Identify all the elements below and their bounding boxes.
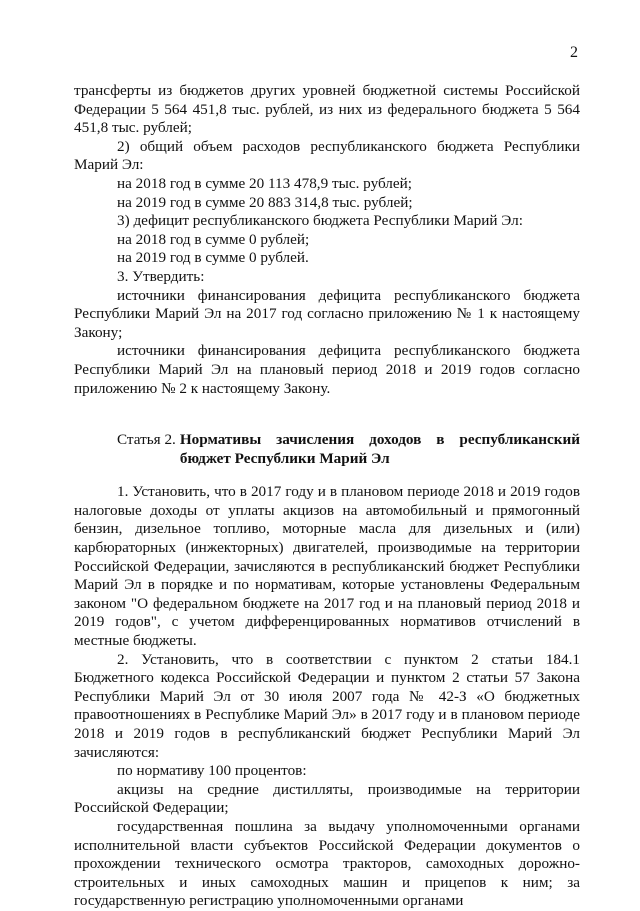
paragraph: 2. Установить, что в соответствии с пунктом 2 статьи 184.1 Бюджетного кодекса Российской Федерации и пунктом 2 статьи 57 Закона Республики Марий Эл от 30 июля 2007 года № 42-З «О бюджетных правоотношениях в Республике Марий Эл» в 2017 году и в плановом периоде 2018 и 2019 годов в республиканский бюджет Республики Марий Эл зачисляются: [74,650,580,761]
article-label: Статья 2. [117,431,176,449]
paragraph: 2) общий объем расходов республиканского бюджета Республики Марий Эл: [74,137,580,174]
paragraph: 3. Утвердить: [117,267,205,285]
paragraph: источники финансирования дефицита республиканского бюджета Республики Марий Эл на 2017 год согласно приложению № 1 к настоящему Закону; [74,286,580,341]
article-heading [74,431,580,468]
paragraph: по нормативу 100 процентов: [117,762,307,780]
paragraph: на 2018 год в сумме 0 рублей; [117,230,310,248]
paragraph: акцизы на средние дистилляты, производимые на территории Российской Федерации; [74,780,580,817]
bottom-paragraphs [74,483,580,911]
paragraph: государственная пошлина за выдачу уполномоченными органами исполнительной власти субъектов Российской Федерации документов о прохождении технического осмотра тракторов, самоходных дорожно-строительных и иных самоходных машин и прицепов к ним; за государственную регистрацию уполномоченными органами [74,817,580,910]
paragraph: источники финансирования дефицита республиканского бюджета Республики Марий Эл на плановый период 2018 и 2019 годов согласно приложению № 2 к настоящему Закону. [74,342,580,397]
paragraph: на 2019 год в сумме 20 883 314,8 тыс. рублей; [117,193,413,211]
paragraph: на 2019 год в сумме 0 рублей. [117,249,309,267]
article-title: Нормативы зачисления доходов в республиканский бюджет Республики Марий Эл [179,431,580,467]
paragraph: трансферты из бюджетов других уровней бюджетной системы Российской Федерации 5 564 451,8 тыс. рублей, из них из федерального бюджета 5 564 451,8 тыс. рублей; [74,82,580,137]
paragraph: на 2018 год в сумме 20 113 478,9 тыс. рублей; [117,174,412,192]
top-paragraphs [74,82,580,398]
paragraph: 3) дефицит республиканского бюджета Республики Марий Эл: [117,212,523,230]
document-body [74,82,580,911]
page-number: 2 [570,44,578,61]
paragraph: 1. Установить, что в 2017 году и в плановом периоде 2018 и 2019 годов налоговые доходы от уплаты акцизов на автомобильный и прямогонный бензин, дизельное топливо, моторные масла для дизельных и (или) карбюраторных (инжекторных) двигателей, производимые на территории Российской Федерации, зачисляются в республиканский бюджет Республики Марий Эл в порядке и по нормативам, которые установлены Федеральным законом "О федеральном бюджете на 2017 год и на плановый период 2018 и 2019 годов", с учетом дифференцированных нормативов отчислений в местные бюджеты. [74,483,580,650]
